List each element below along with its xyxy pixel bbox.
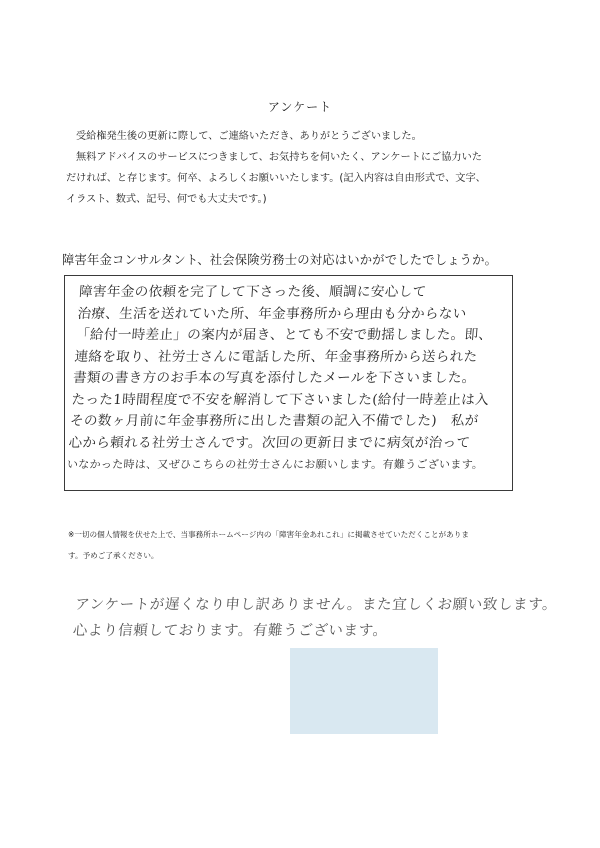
handwritten-postscript xyxy=(72,592,558,644)
intro-line: 無料アドバイスのサービスにつきまして、お気持ちを伺いたく、アンケートにご協力いた xyxy=(76,152,482,163)
answer-line: 「給付一時差止」の案内が届き、とても不安で動揺しました。即、 xyxy=(75,327,493,343)
answer-line: 治療、生活を送れていた所、年金事務所から理由も分からない xyxy=(77,305,468,322)
answer-line: 書類の書き方のお手本の写真を添付したメールを下さいました。 xyxy=(72,370,477,386)
intro-line: 受給権発生後の更新に際して、ご連絡いただき、ありがとうございました。 xyxy=(76,131,422,142)
answer-line: いなかった時は、又ぜひこちらの社労士さんにお願いします。有難うございます。 xyxy=(66,458,484,471)
answer-line: 障害年金の依頼を完了して下さった後、順調に安心して xyxy=(78,284,427,300)
postscript-line: 心より信頼しております。有難うございます。 xyxy=(72,623,389,639)
question-text: 障害年金コンサルタント、社会保険労務士の対応はいかがでしたでしょうか。 xyxy=(62,253,498,267)
intro-text xyxy=(66,126,536,210)
redaction-sticker xyxy=(290,648,438,734)
note-line: ※一切の個人情報を伏せた上で、当事務所ホームページ内の「障害年金あれこれ」に掲載させていただくことがありま xyxy=(68,530,469,539)
survey-title: アンケート xyxy=(267,100,333,114)
answer-line: 連絡を取り、社労士さんに電話した所、年金事務所から送られた xyxy=(73,348,479,365)
answer-line: たった1時間程度で不安を解消して下さいました(給付一時差止は入 xyxy=(70,391,490,408)
answer-line: その数ヶ月前に年金事務所に出した書類の記入不備でした) 私が xyxy=(69,413,480,429)
note-line: す。予めご了承ください。 xyxy=(68,551,159,560)
answer-box xyxy=(64,275,513,491)
privacy-note xyxy=(68,524,548,566)
handwritten-answer xyxy=(66,282,513,476)
postscript-line: アンケートが遅くなり申し訳ありません。また宜しくお願い致します。 xyxy=(74,597,558,613)
answer-line: 心から頼れる社労士さんです。次回の更新日までに病気が治って xyxy=(67,434,471,451)
intro-line: イラスト、数式、記号、何でも大丈夫です。) xyxy=(66,194,267,205)
intro-line: だければ、と存じます。何卒、よろしくお願いいたします。(記入内容は自由形式で、文字、 xyxy=(66,173,486,184)
